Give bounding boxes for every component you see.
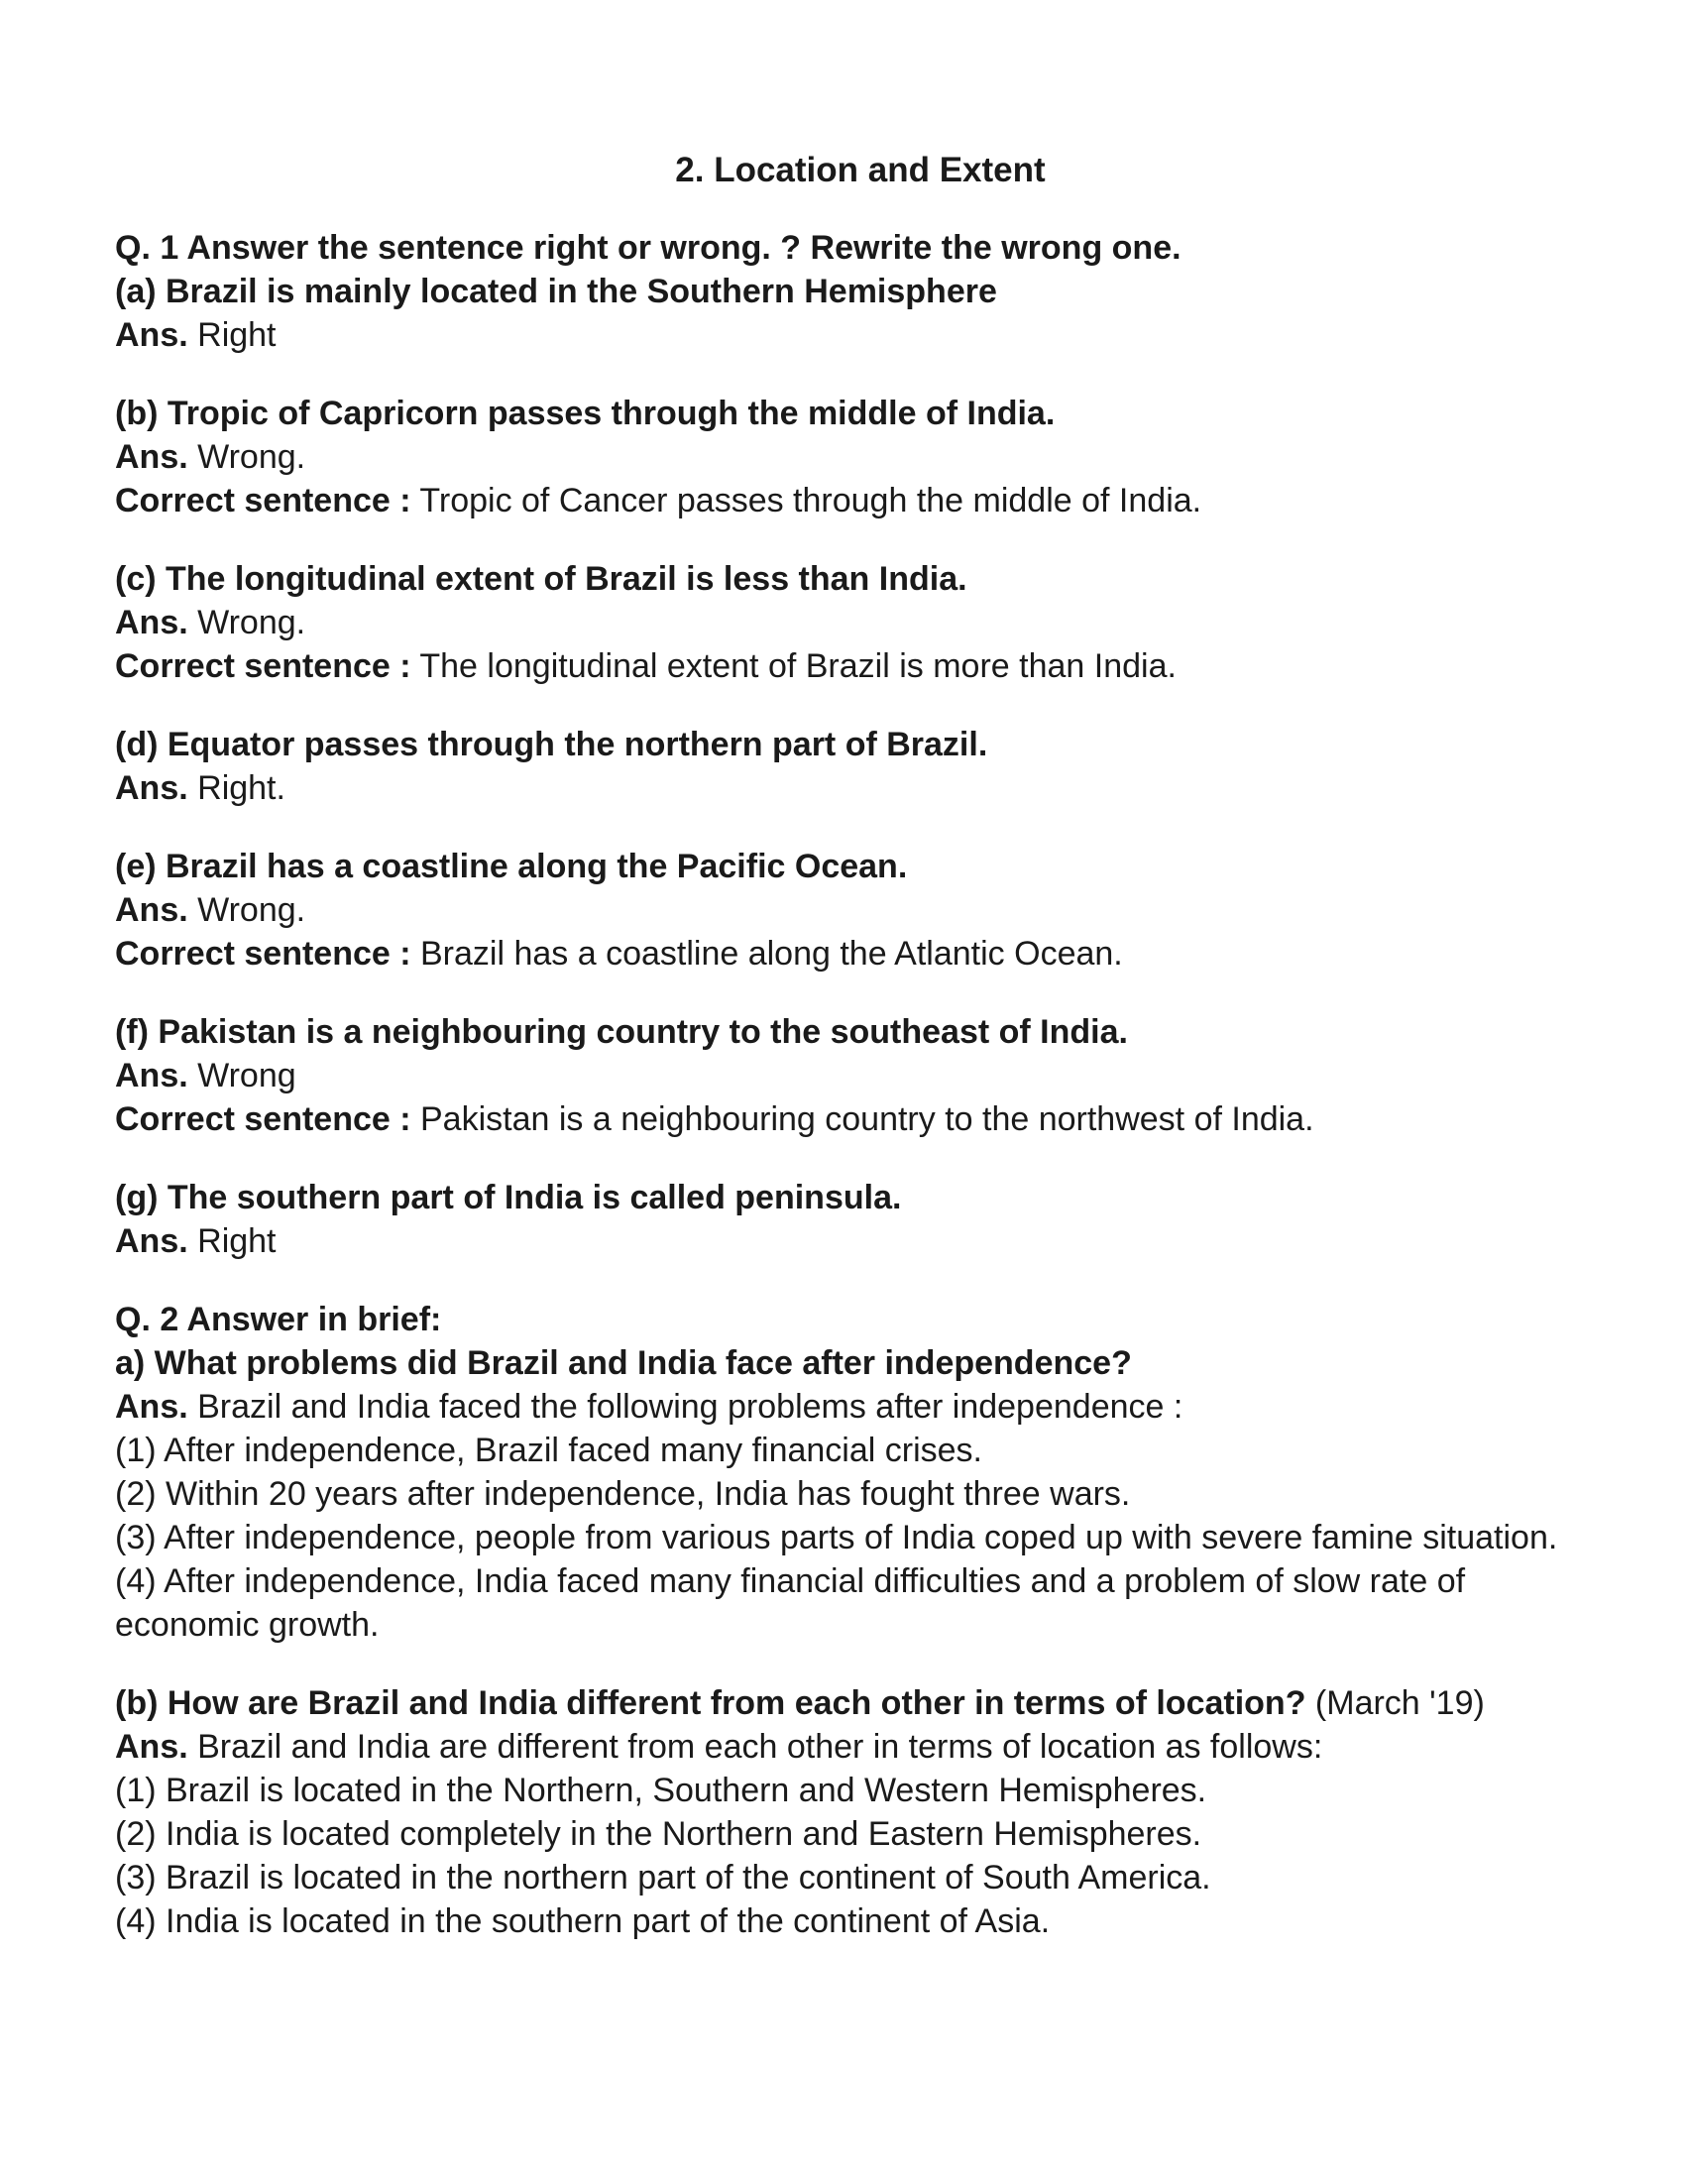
q1-item-b [115, 392, 1582, 522]
question-2-section [115, 1298, 1582, 1943]
q1-item-question: (d) Equator passes through the northern part of Brazil. [115, 726, 988, 763]
ans-text: Brazil and India faced the following problems after independence : [187, 1388, 1183, 1426]
ans-label: Ans. [115, 316, 188, 354]
ans-text: Brazil and India are different from each other in terms of location as follows: [187, 1728, 1323, 1766]
question-2-heading: Q. 2 Answer in brief: [115, 1301, 442, 1338]
correct-sentence-text: The longitudinal extent of Brazil is more than India. [410, 647, 1177, 685]
ans-text: Wrong. [187, 438, 306, 476]
q1-item-answer [115, 766, 1582, 810]
answer-point: (4) India is located in the southern part of the continent of Asia. [115, 1902, 1051, 1940]
q1-item-question: (b) Tropic of Capricorn passes through the middle of India. [115, 395, 1056, 432]
q1-item-answer [115, 601, 1582, 644]
correct-sentence-label: Correct sentence : [115, 482, 411, 519]
q1-item-question: (e) Brazil has a coastline along the Pacific Ocean. [115, 848, 908, 885]
q1-item-f [115, 1010, 1582, 1141]
ans-label: Ans. [115, 769, 188, 807]
correct-sentence-label: Correct sentence : [115, 935, 411, 973]
q1-item-question: (g) The southern part of India is called peninsula. [115, 1179, 902, 1216]
q2-item-answer [115, 1725, 1582, 1769]
correct-sentence-text: Pakistan is a neighbouring country to the northwest of India. [410, 1100, 1314, 1138]
correct-sentence-label: Correct sentence : [115, 647, 411, 685]
ans-label: Ans. [115, 1728, 188, 1766]
q1-item-g [115, 1176, 1582, 1263]
q1-item-answer [115, 1219, 1582, 1263]
q1-item-correction [115, 644, 1582, 688]
q1-item-answer [115, 888, 1582, 932]
ans-label: Ans. [115, 1388, 188, 1426]
q1-item-a [115, 270, 1582, 357]
q2-item-question-line [115, 1681, 1582, 1725]
answer-point: (2) India is located completely in the Northern and Eastern Hemispheres. [115, 1815, 1202, 1853]
q1-item-correction [115, 479, 1582, 522]
answer-point: (1) After independence, Brazil faced many financial crises. [115, 1432, 983, 1469]
ans-text: Wrong. [187, 891, 306, 929]
q1-item-correction [115, 932, 1582, 976]
answer-point: (3) Brazil is located in the northern part of the continent of South America. [115, 1859, 1211, 1897]
q1-item-question: (c) The longitudinal extent of Brazil is less than India. [115, 560, 967, 598]
q2-item-a [115, 1341, 1582, 1647]
q1-item-answer [115, 313, 1582, 357]
answer-point: (3) After independence, people from various parts of India coped up with severe famine situation. [115, 1519, 1558, 1556]
q2-item-answer [115, 1385, 1582, 1429]
document-content [115, 149, 1582, 1978]
answer-point: (4) After independence, India faced many financial difficulties and a problem of slow rate of economic growth. [115, 1562, 1466, 1644]
correct-sentence-text: Tropic of Cancer passes through the middle of India. [410, 482, 1202, 519]
ans-text: Wrong [187, 1057, 296, 1094]
q2-item-question: a) What problems did Brazil and India face after independence? [115, 1344, 1132, 1382]
q1-item-e [115, 845, 1582, 976]
q2-item-b [115, 1681, 1582, 1943]
q1-item-correction [115, 1097, 1582, 1141]
ans-text: Right [187, 316, 277, 354]
correct-sentence-text: Brazil has a coastline along the Atlantic Ocean. [410, 935, 1123, 973]
ans-label: Ans. [115, 1057, 188, 1094]
page-title: 2. Location and Extent [675, 151, 1046, 189]
q1-item-c [115, 557, 1582, 688]
q1-item-answer [115, 435, 1582, 479]
ans-label: Ans. [115, 1222, 188, 1260]
exam-reference-note: (March '19) [1305, 1684, 1485, 1722]
ans-text: Right [187, 1222, 277, 1260]
ans-label: Ans. [115, 604, 188, 641]
question-1-section [115, 226, 1582, 1263]
ans-label: Ans. [115, 891, 188, 929]
correct-sentence-label: Correct sentence : [115, 1100, 411, 1138]
answer-point: (1) Brazil is located in the Northern, Southern and Western Hemispheres. [115, 1772, 1207, 1809]
q1-item-question: (f) Pakistan is a neighbouring country to the southeast of India. [115, 1013, 1128, 1051]
answer-point: (2) Within 20 years after independence, India has fought three wars. [115, 1475, 1131, 1513]
ans-text: Right. [187, 769, 285, 807]
q2-item-question: (b) How are Brazil and India different from each other in terms of location? [115, 1684, 1306, 1722]
q1-item-d [115, 723, 1582, 810]
q1-item-question: (a) Brazil is mainly located in the Southern Hemisphere [115, 273, 997, 310]
q1-item-answer [115, 1054, 1582, 1097]
question-1-heading: Q. 1 Answer the sentence right or wrong. ? Rewrite the wrong one. [115, 229, 1182, 267]
ans-label: Ans. [115, 438, 188, 476]
ans-text: Wrong. [187, 604, 306, 641]
